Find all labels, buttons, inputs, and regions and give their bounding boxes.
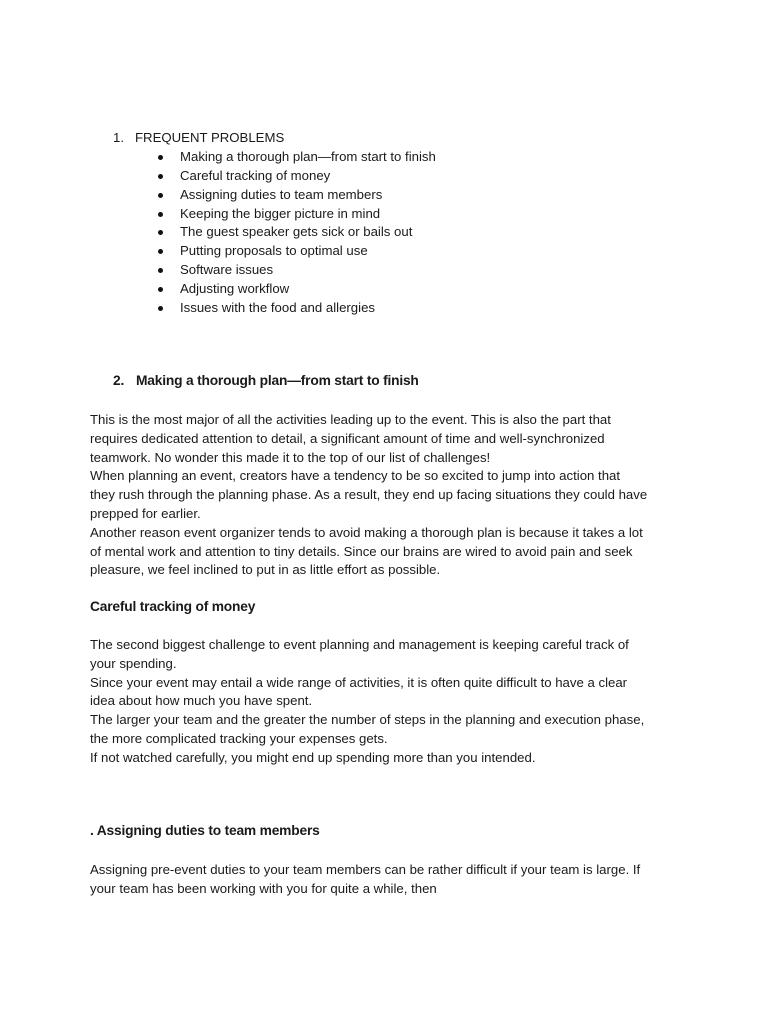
text-line: the more complicated tracking your expenses gets.: [90, 730, 388, 746]
list-item: Issues with the food and allergies: [158, 299, 436, 318]
bullet-icon: [158, 193, 163, 198]
text-line: idea about how much you have spent.: [90, 693, 313, 709]
bullet-icon: [158, 249, 163, 254]
bullet-icon: [158, 212, 163, 217]
text-line: Another reason event organizer tends to avoid making a thorough plan is because it takes a lot: [90, 524, 643, 540]
bullet-icon: [158, 155, 163, 160]
section-heading-assigning-duties: . Assigning duties to team members: [90, 823, 320, 838]
text-line: requires dedicated attention to detail, a significant amount of time and well-synchronized: [90, 430, 605, 446]
problems-bullet-list: [158, 148, 436, 318]
text-line: Since your event may entail a wide range of activities, it is often quite difficult to have a clear: [90, 674, 628, 690]
list-item: Software issues: [158, 261, 436, 280]
paragraph-thorough-plan: [90, 411, 690, 580]
list-item: Assigning duties to team members: [158, 186, 436, 205]
text-line: If not watched carefully, you might end up spending more than you intended.: [90, 749, 536, 765]
paragraph-tracking-money: [90, 636, 690, 768]
text-line: your team has been working with you for quite a while, then: [90, 880, 437, 896]
text-line: your spending.: [90, 655, 177, 671]
text-line: pleasure, we feel inclined to put in as little effort as possible.: [90, 562, 441, 578]
bullet-icon: [158, 230, 163, 235]
section-number: 2.: [113, 373, 125, 388]
frequent-problems-heading: [113, 129, 284, 148]
bullet-icon: [158, 268, 163, 273]
paragraph-assigning-duties: [90, 861, 690, 899]
section-heading-tracking-money: Careful tracking of money: [90, 599, 256, 614]
text-line: When planning an event, creators have a tendency to be so excited to jump into action that: [90, 468, 621, 484]
text-line: The larger your team and the greater the number of steps in the planning and execution phase,: [90, 712, 645, 728]
list-number: 1.: [113, 130, 124, 145]
bullet-icon: [158, 174, 163, 179]
text-line: they rush through the planning phase. As a result, they end up facing situations they could have: [90, 487, 648, 503]
bullet-icon: [158, 306, 163, 311]
list-item: Keeping the bigger picture in mind: [158, 205, 436, 224]
list-item: The guest speaker gets sick or bails out: [158, 223, 436, 242]
text-line: of mental work and attention to tiny details. Since our brains are wired to avoid pain and seek: [90, 543, 633, 559]
text-line: The second biggest challenge to event planning and management is keeping careful track of: [90, 637, 629, 652]
section-heading-thorough-plan: [113, 373, 419, 388]
text-line: Assigning pre-event duties to your team members can be rather difficult if your team is large. If: [90, 862, 641, 877]
list-item: Putting proposals to optimal use: [158, 242, 436, 261]
list-item: Careful tracking of money: [158, 167, 436, 186]
list-item: Making a thorough plan—from start to finish: [158, 148, 436, 167]
bullet-icon: [158, 287, 163, 292]
text-line: teamwork. No wonder this made it to the top of our list of challenges!: [90, 449, 491, 465]
text-line: This is the most major of all the activities leading up to the event. This is also the part that: [90, 412, 611, 427]
list-item: Adjusting workflow: [158, 280, 436, 299]
list-title: FREQUENT PROBLEMS: [135, 130, 285, 145]
text-line: prepped for earlier.: [90, 505, 201, 521]
section-title: Making a thorough plan—from start to finish: [136, 373, 419, 388]
